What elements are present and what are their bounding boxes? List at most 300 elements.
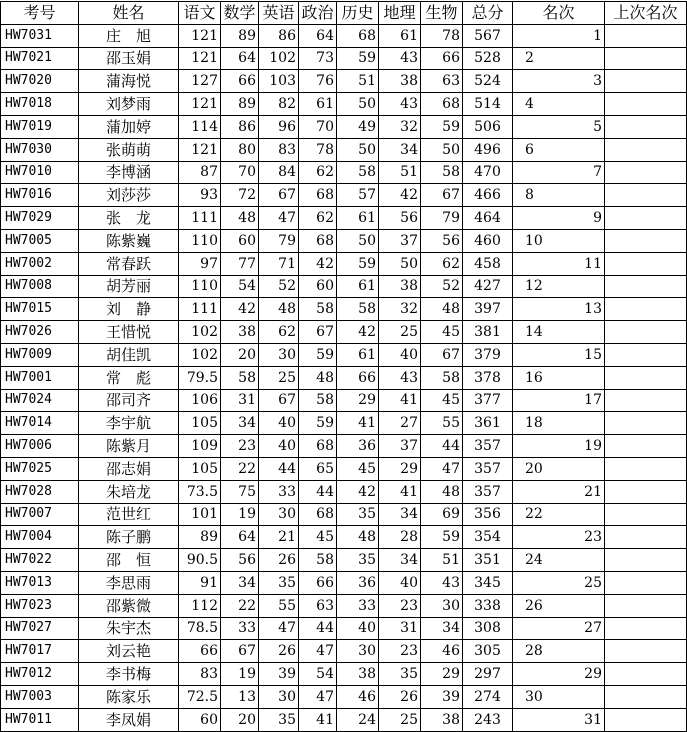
student-name-cell: 李凤娟 <box>79 708 179 731</box>
table-row <box>1 275 687 298</box>
rank-cell: 21 <box>513 480 605 503</box>
column-header: 历史 <box>337 2 379 25</box>
student-name-cell: 陈紫月 <box>79 435 179 458</box>
score-cell: 57 <box>337 184 379 207</box>
score-cell: 30 <box>259 503 299 526</box>
student-name-cell: 李书梅 <box>79 663 179 686</box>
score-cell: 68 <box>299 184 337 207</box>
score-cell: 51 <box>421 549 463 572</box>
score-cell: 44 <box>299 480 337 503</box>
score-cell: 105 <box>179 412 221 435</box>
rank-cell: 30 <box>513 685 605 708</box>
score-cell: 67 <box>421 343 463 366</box>
score-cell: 33 <box>337 594 379 617</box>
score-cell: 101 <box>179 503 221 526</box>
score-cell: 90.5 <box>179 549 221 572</box>
student-name-cell: 陈子鹏 <box>79 526 179 549</box>
table-row <box>1 594 687 617</box>
previous-rank-cell <box>605 617 687 640</box>
score-cell: 78.5 <box>179 617 221 640</box>
previous-rank-cell <box>605 526 687 549</box>
score-cell: 50 <box>421 138 463 161</box>
score-cell: 66 <box>299 571 337 594</box>
rank-cell: 5 <box>513 115 605 138</box>
previous-rank-cell <box>605 298 687 321</box>
score-cell: 377 <box>463 389 513 412</box>
table-row <box>1 617 687 640</box>
previous-rank-cell <box>605 412 687 435</box>
student-name-cell: 陈家乐 <box>79 685 179 708</box>
score-cell: 44 <box>299 617 337 640</box>
score-cell: 34 <box>379 138 421 161</box>
score-cell: 378 <box>463 366 513 389</box>
score-cell: 55 <box>421 412 463 435</box>
score-cell: 50 <box>337 229 379 252</box>
table-row <box>1 93 687 116</box>
exam-id-cell: HW7031 <box>1 24 79 47</box>
score-cell: 46 <box>337 685 379 708</box>
score-cell: 26 <box>379 685 421 708</box>
score-cell: 102 <box>179 321 221 344</box>
score-cell: 48 <box>421 480 463 503</box>
score-cell: 111 <box>179 207 221 230</box>
previous-rank-cell <box>605 389 687 412</box>
score-cell: 30 <box>259 343 299 366</box>
score-cell: 67 <box>221 640 259 663</box>
rank-cell: 20 <box>513 457 605 480</box>
score-cell: 43 <box>379 47 421 70</box>
score-cell: 59 <box>299 412 337 435</box>
exam-id-cell: HW7001 <box>1 366 79 389</box>
score-cell: 42 <box>299 252 337 275</box>
score-cell: 62 <box>299 207 337 230</box>
exam-id-cell: HW7009 <box>1 343 79 366</box>
table-row <box>1 389 687 412</box>
previous-rank-cell <box>605 252 687 275</box>
previous-rank-cell <box>605 708 687 731</box>
previous-rank-cell <box>605 229 687 252</box>
score-cell: 84 <box>259 161 299 184</box>
score-cell: 58 <box>221 366 259 389</box>
score-cell: 25 <box>379 708 421 731</box>
previous-rank-cell <box>605 640 687 663</box>
score-cell: 20 <box>221 343 259 366</box>
score-cell: 25 <box>379 321 421 344</box>
exam-id-cell: HW7014 <box>1 412 79 435</box>
table-row <box>1 526 687 549</box>
score-cell: 70 <box>221 161 259 184</box>
score-cell: 44 <box>259 457 299 480</box>
score-cell: 41 <box>299 708 337 731</box>
student-name-cell: 李宇航 <box>79 412 179 435</box>
exam-id-cell: HW7018 <box>1 93 79 116</box>
score-cell: 40 <box>379 571 421 594</box>
score-cell: 102 <box>259 47 299 70</box>
column-header: 数学 <box>221 2 259 25</box>
score-cell: 42 <box>379 184 421 207</box>
score-cell: 89 <box>179 526 221 549</box>
previous-rank-cell <box>605 663 687 686</box>
score-cell: 357 <box>463 480 513 503</box>
score-cell: 61 <box>337 207 379 230</box>
score-cell: 23 <box>379 594 421 617</box>
score-cell: 30 <box>259 685 299 708</box>
exam-id-cell: HW7019 <box>1 115 79 138</box>
score-cell: 89 <box>221 24 259 47</box>
rank-cell: 28 <box>513 640 605 663</box>
score-cell: 73.5 <box>179 480 221 503</box>
previous-rank-cell <box>605 184 687 207</box>
score-cell: 58 <box>421 366 463 389</box>
score-cell: 79 <box>259 229 299 252</box>
score-cell: 13 <box>221 685 259 708</box>
student-name-cell: 李思雨 <box>79 571 179 594</box>
score-cell: 19 <box>221 663 259 686</box>
score-cell: 56 <box>421 229 463 252</box>
score-cell: 21 <box>259 526 299 549</box>
table-row <box>1 708 687 731</box>
score-cell: 37 <box>379 229 421 252</box>
score-cell: 35 <box>259 708 299 731</box>
score-cell: 51 <box>337 70 379 93</box>
score-cell: 71 <box>259 252 299 275</box>
score-cell: 72.5 <box>179 685 221 708</box>
rank-cell: 18 <box>513 412 605 435</box>
exam-id-cell: HW7017 <box>1 640 79 663</box>
score-cell: 427 <box>463 275 513 298</box>
score-cell: 48 <box>221 207 259 230</box>
rank-cell: 11 <box>513 252 605 275</box>
previous-rank-cell <box>605 207 687 230</box>
table-row <box>1 503 687 526</box>
table-row <box>1 298 687 321</box>
score-cell: 42 <box>337 480 379 503</box>
score-cell: 66 <box>421 47 463 70</box>
score-cell: 86 <box>221 115 259 138</box>
score-cell: 37 <box>379 435 421 458</box>
rank-cell: 31 <box>513 708 605 731</box>
score-cell: 65 <box>299 457 337 480</box>
score-cell: 466 <box>463 184 513 207</box>
score-cell: 105 <box>179 457 221 480</box>
previous-rank-cell <box>605 435 687 458</box>
exam-id-cell: HW7028 <box>1 480 79 503</box>
score-cell: 93 <box>179 184 221 207</box>
score-cell: 30 <box>421 594 463 617</box>
score-cell: 67 <box>421 184 463 207</box>
score-cell: 59 <box>299 343 337 366</box>
score-cell: 46 <box>421 640 463 663</box>
score-cell: 48 <box>299 366 337 389</box>
score-cell: 52 <box>421 275 463 298</box>
student-name-cell: 范世红 <box>79 503 179 526</box>
score-cell: 50 <box>379 252 421 275</box>
score-cell: 58 <box>337 161 379 184</box>
exam-id-cell: HW7007 <box>1 503 79 526</box>
table-row <box>1 366 687 389</box>
score-cell: 54 <box>299 663 337 686</box>
student-name-cell: 邵玉娟 <box>79 47 179 70</box>
score-cell: 47 <box>299 685 337 708</box>
student-name-cell: 刘云艳 <box>79 640 179 663</box>
table-row <box>1 252 687 275</box>
score-cell: 60 <box>179 708 221 731</box>
score-cell: 70 <box>299 115 337 138</box>
score-cell: 496 <box>463 138 513 161</box>
score-cell: 38 <box>421 708 463 731</box>
score-cell: 61 <box>337 343 379 366</box>
score-cell: 524 <box>463 70 513 93</box>
previous-rank-cell <box>605 24 687 47</box>
exam-id-cell: HW7029 <box>1 207 79 230</box>
student-name-cell: 常 彪 <box>79 366 179 389</box>
student-name-cell: 李博涵 <box>79 161 179 184</box>
table-row <box>1 138 687 161</box>
score-cell: 43 <box>379 366 421 389</box>
header-row <box>1 2 687 25</box>
score-cell: 25 <box>259 366 299 389</box>
score-cell: 28 <box>379 526 421 549</box>
score-cell: 56 <box>379 207 421 230</box>
score-cell: 379 <box>463 343 513 366</box>
score-cell: 60 <box>299 275 337 298</box>
score-cell: 397 <box>463 298 513 321</box>
table-row <box>1 457 687 480</box>
previous-rank-cell <box>605 457 687 480</box>
score-cell: 22 <box>221 594 259 617</box>
score-cell: 43 <box>421 571 463 594</box>
previous-rank-cell <box>605 343 687 366</box>
score-cell: 24 <box>337 708 379 731</box>
rank-cell: 24 <box>513 549 605 572</box>
score-cell: 40 <box>259 412 299 435</box>
student-name-cell: 邵司齐 <box>79 389 179 412</box>
previous-rank-cell <box>605 503 687 526</box>
score-cell: 55 <box>259 594 299 617</box>
exam-id-cell: HW7012 <box>1 663 79 686</box>
score-cell: 27 <box>379 412 421 435</box>
exam-id-cell: HW7004 <box>1 526 79 549</box>
table-row <box>1 47 687 70</box>
exam-id-cell: HW7013 <box>1 571 79 594</box>
score-cell: 58 <box>299 389 337 412</box>
score-cell: 243 <box>463 708 513 731</box>
student-name-cell: 胡佳凯 <box>79 343 179 366</box>
student-name-cell: 邵 恒 <box>79 549 179 572</box>
previous-rank-cell <box>605 571 687 594</box>
previous-rank-cell <box>605 47 687 70</box>
previous-rank-cell <box>605 138 687 161</box>
score-cell: 38 <box>221 321 259 344</box>
score-cell: 58 <box>299 549 337 572</box>
score-cell: 33 <box>259 480 299 503</box>
table-row <box>1 24 687 47</box>
score-cell: 35 <box>379 663 421 686</box>
score-cell: 64 <box>299 24 337 47</box>
student-name-cell: 邵紫微 <box>79 594 179 617</box>
student-name-cell: 邵志娟 <box>79 457 179 480</box>
score-cell: 35 <box>337 503 379 526</box>
rank-cell: 6 <box>513 138 605 161</box>
rank-cell: 16 <box>513 366 605 389</box>
exam-id-cell: HW7016 <box>1 184 79 207</box>
score-cell: 68 <box>337 24 379 47</box>
column-header: 总分 <box>463 2 513 25</box>
table-row <box>1 321 687 344</box>
score-cell: 30 <box>337 640 379 663</box>
score-cell: 34 <box>221 571 259 594</box>
score-cell: 56 <box>221 549 259 572</box>
score-cell: 77 <box>221 252 259 275</box>
exam-id-cell: HW7015 <box>1 298 79 321</box>
score-cell: 59 <box>421 526 463 549</box>
score-cell: 297 <box>463 663 513 686</box>
score-cell: 458 <box>463 252 513 275</box>
score-cell: 110 <box>179 275 221 298</box>
exam-id-cell: HW7006 <box>1 435 79 458</box>
score-cell: 111 <box>179 298 221 321</box>
score-cell: 36 <box>337 435 379 458</box>
rank-cell: 26 <box>513 594 605 617</box>
score-cell: 67 <box>299 321 337 344</box>
exam-id-cell: HW7003 <box>1 685 79 708</box>
score-cell: 91 <box>179 571 221 594</box>
score-cell: 29 <box>421 663 463 686</box>
score-cell: 112 <box>179 594 221 617</box>
score-cell: 63 <box>421 70 463 93</box>
score-cell: 45 <box>299 526 337 549</box>
exam-id-cell: HW7010 <box>1 161 79 184</box>
score-cell: 32 <box>379 115 421 138</box>
exam-id-cell: HW7002 <box>1 252 79 275</box>
previous-rank-cell <box>605 549 687 572</box>
column-header: 考号 <box>1 2 79 25</box>
score-cell: 381 <box>463 321 513 344</box>
score-cell: 64 <box>221 47 259 70</box>
score-cell: 96 <box>259 115 299 138</box>
score-cell: 58 <box>421 161 463 184</box>
score-cell: 567 <box>463 24 513 47</box>
score-cell: 58 <box>299 298 337 321</box>
score-cell: 40 <box>337 617 379 640</box>
previous-rank-cell <box>605 366 687 389</box>
student-name-cell: 刘 静 <box>79 298 179 321</box>
table-row <box>1 663 687 686</box>
table-row <box>1 70 687 93</box>
table-row <box>1 343 687 366</box>
score-cell: 121 <box>179 47 221 70</box>
score-cell: 464 <box>463 207 513 230</box>
score-cell: 121 <box>179 24 221 47</box>
score-cell: 31 <box>379 617 421 640</box>
score-cell: 38 <box>379 275 421 298</box>
table-row <box>1 435 687 458</box>
student-name-cell: 胡芳丽 <box>79 275 179 298</box>
score-cell: 26 <box>259 549 299 572</box>
score-cell: 48 <box>337 526 379 549</box>
score-cell: 354 <box>463 526 513 549</box>
score-cell: 66 <box>337 366 379 389</box>
previous-rank-cell <box>605 480 687 503</box>
score-cell: 20 <box>221 708 259 731</box>
column-header: 语文 <box>179 2 221 25</box>
student-name-cell: 朱宇杰 <box>79 617 179 640</box>
column-header: 生物 <box>421 2 463 25</box>
score-cell: 67 <box>259 389 299 412</box>
score-cell: 345 <box>463 571 513 594</box>
table-row <box>1 184 687 207</box>
student-name-cell: 蒲加婷 <box>79 115 179 138</box>
score-cell: 22 <box>221 457 259 480</box>
exam-id-cell: HW7022 <box>1 549 79 572</box>
score-cell: 72 <box>221 184 259 207</box>
table-row <box>1 115 687 138</box>
score-cell: 121 <box>179 93 221 116</box>
score-cell: 103 <box>259 70 299 93</box>
score-cell: 49 <box>337 115 379 138</box>
student-name-cell: 陈紫巍 <box>79 229 179 252</box>
score-cell: 42 <box>337 321 379 344</box>
score-cell: 67 <box>259 184 299 207</box>
score-cell: 61 <box>299 93 337 116</box>
score-cell: 66 <box>179 640 221 663</box>
score-cell: 121 <box>179 138 221 161</box>
score-cell: 357 <box>463 457 513 480</box>
score-cell: 357 <box>463 435 513 458</box>
score-cell: 59 <box>337 47 379 70</box>
score-cell: 39 <box>421 685 463 708</box>
score-cell: 48 <box>259 298 299 321</box>
score-cell: 40 <box>379 343 421 366</box>
score-cell: 68 <box>299 229 337 252</box>
score-cell: 61 <box>337 275 379 298</box>
table-row <box>1 640 687 663</box>
score-cell: 54 <box>221 275 259 298</box>
rank-cell: 10 <box>513 229 605 252</box>
score-cell: 47 <box>259 617 299 640</box>
score-cell: 31 <box>221 389 259 412</box>
score-cell: 26 <box>259 640 299 663</box>
score-cell: 83 <box>179 663 221 686</box>
rank-cell: 23 <box>513 526 605 549</box>
score-cell: 361 <box>463 412 513 435</box>
rank-cell: 17 <box>513 389 605 412</box>
exam-id-cell: HW7025 <box>1 457 79 480</box>
score-cell: 63 <box>299 594 337 617</box>
previous-rank-cell <box>605 161 687 184</box>
exam-id-cell: HW7026 <box>1 321 79 344</box>
score-cell: 50 <box>337 138 379 161</box>
score-cell: 79 <box>421 207 463 230</box>
score-cell: 39 <box>259 663 299 686</box>
score-cell: 34 <box>221 412 259 435</box>
column-header: 政治 <box>299 2 337 25</box>
score-cell: 338 <box>463 594 513 617</box>
previous-rank-cell <box>605 275 687 298</box>
rank-cell: 2 <box>513 47 605 70</box>
column-header: 姓名 <box>79 2 179 25</box>
score-cell: 109 <box>179 435 221 458</box>
score-cell: 102 <box>179 343 221 366</box>
score-cell: 68 <box>299 503 337 526</box>
exam-id-cell: HW7011 <box>1 708 79 731</box>
score-cell: 35 <box>259 571 299 594</box>
table-row <box>1 571 687 594</box>
score-cell: 61 <box>379 24 421 47</box>
rank-cell: 15 <box>513 343 605 366</box>
student-name-cell: 刘莎莎 <box>79 184 179 207</box>
rank-cell: 19 <box>513 435 605 458</box>
